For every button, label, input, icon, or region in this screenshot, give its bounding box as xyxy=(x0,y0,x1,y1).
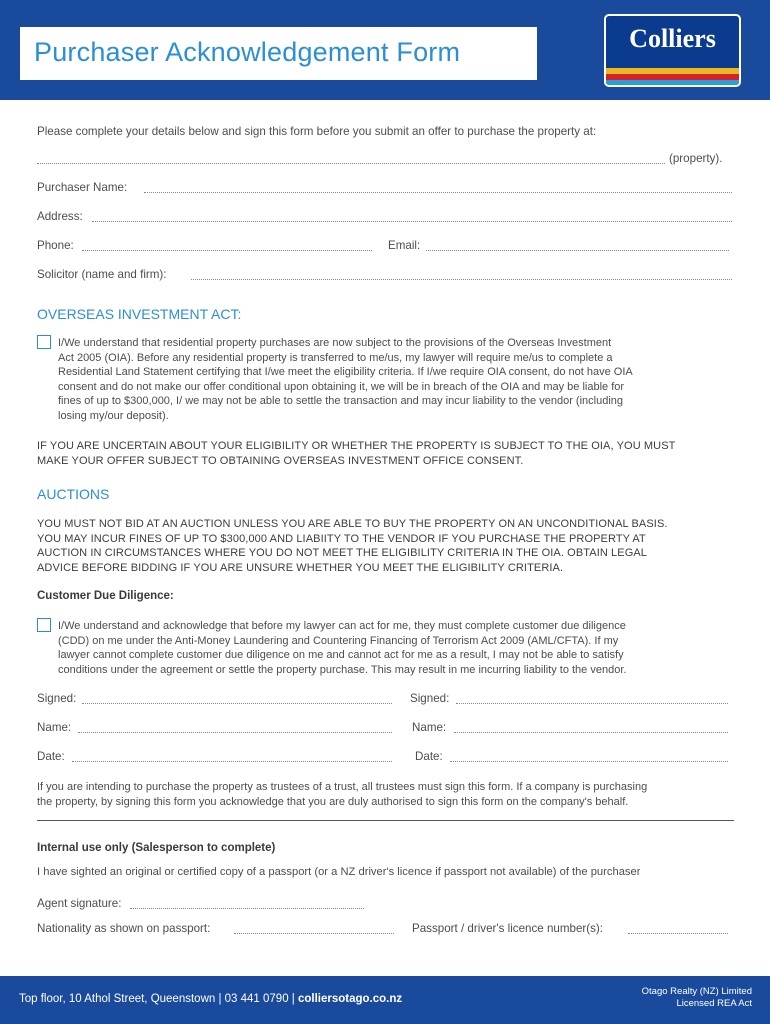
phone-label: Phone: xyxy=(37,239,74,252)
footer-contact xyxy=(19,993,402,1005)
cdd-line: I/We understand and acknowledge that before my lawyer can act for me, they must complete customer due diligence xyxy=(58,620,626,632)
name-label-1: Name: xyxy=(37,721,72,734)
oia-line: Residential Land Statement certifying that I/we meet the eligibility criteria. If I/we require OIA consent, do not have OIA xyxy=(58,366,633,379)
oia-acknowledge-checkbox[interactable] xyxy=(37,335,51,349)
logo-wordmark: Colliers xyxy=(629,24,716,53)
footer-licence: Licensed REA Act xyxy=(676,998,752,1009)
oia-line: I/We understand that residential property purchases are now subject to the provisions of the Overseas Investment xyxy=(58,337,612,349)
phone-field[interactable] xyxy=(82,239,372,251)
oia-line: losing my/our deposit). xyxy=(58,409,169,422)
address-field[interactable] xyxy=(92,210,732,222)
footer-company-name: Otago Realty (NZ) Limited xyxy=(641,986,752,997)
footer-company xyxy=(642,986,752,1010)
internal-divider xyxy=(37,820,734,821)
cdd-paragraph xyxy=(58,619,734,677)
oia-line: Act 2005 (OIA). Before any residential property is transferred to me/us, my lawyer will require me/us to complete a xyxy=(58,351,613,364)
oia-paragraph xyxy=(58,336,734,424)
cdd-acknowledge-checkbox[interactable] xyxy=(37,618,51,632)
signed-field-1[interactable] xyxy=(82,692,392,704)
cdd-line: conditions under the agreement or settle the property purchase. This may result in me incurring liability to the vendor. xyxy=(58,663,627,676)
date-label-1: Date: xyxy=(37,750,65,763)
date-label-2: Date: xyxy=(415,750,443,763)
footer xyxy=(0,976,770,1024)
colliers-logo xyxy=(604,14,741,87)
auctions-line: YOU MUST NOT BID AT AN AUCTION UNLESS YOU ARE ABLE TO BUY THE PROPERTY ON AN UNCONDITIONAL BASIS. xyxy=(37,518,668,530)
auctions-heading: AUCTIONS xyxy=(37,486,110,502)
signed-field-2[interactable] xyxy=(456,692,728,704)
auctions-line: YOU MAY INCUR FINES OF UP TO $300,000 AND LIABIITY TO THE VENDOR IF YOU PURCHASE THE PROPERTY AT xyxy=(37,532,646,545)
agent-signature-label: Agent signature: xyxy=(37,897,122,910)
passport-number-field[interactable] xyxy=(628,922,728,934)
auctions-paragraph xyxy=(37,517,734,575)
cdd-line: lawyer cannot complete customer due diligence on me and cannot act for me as a result, I may not be able to satisfy xyxy=(58,649,624,662)
passport-sighted-text: I have sighted an original or certified copy of a passport (or a NZ driver's licence if passport not available) of the purchaser xyxy=(37,866,641,878)
footer-website-link[interactable]: colliersotago.co.nz xyxy=(297,993,403,1005)
date-field-2[interactable] xyxy=(450,750,728,762)
nationality-label: Nationality as shown on passport: xyxy=(37,922,211,935)
property-suffix: (property). xyxy=(669,152,723,165)
oia-heading: OVERSEAS INVESTMENT ACT: xyxy=(37,306,242,322)
name-label-2: Name: xyxy=(412,721,447,734)
oia-warning-line: IF YOU ARE UNCERTAIN ABOUT YOUR ELIGIBILITY OR WHETHER THE PROPERTY IS SUBJECT TO THE OIA, YOU MUST xyxy=(37,440,676,452)
auctions-line: ADVICE BEFORE BIDDING IF YOU ARE UNSURE WHETHER YOU MEET THE ELIGIBILITY CRITERIA. xyxy=(37,561,564,574)
date-field-1[interactable] xyxy=(72,750,392,762)
name-field-2[interactable] xyxy=(454,721,728,733)
cdd-heading: Customer Due Diligence: xyxy=(37,590,174,602)
purchaser-name-field[interactable] xyxy=(144,181,732,193)
trust-note-line: the property, by signing this form you acknowledge that you are duly authorised to sign this form on the company's behalf. xyxy=(37,795,629,808)
title-box xyxy=(20,27,537,80)
auctions-line: AUCTION IN CIRCUMSTANCES WHERE YOU DO NOT MEET THE ELIGIBILITY CRITERIA IN THE OIA. OBTAIN LEGAL xyxy=(37,547,648,560)
oia-line: fines of up to $300,000, I/ we may not be able to settle the transaction and may incur liability to the vendor (including xyxy=(58,395,624,408)
email-field[interactable] xyxy=(426,239,729,251)
intro-text: Please complete your details below and sign this form before you submit an offer to purchase the property at: xyxy=(37,125,597,138)
signed-label-2: Signed: xyxy=(410,692,450,705)
purchaser-name-label: Purchaser Name: xyxy=(37,181,128,194)
signed-label-1: Signed: xyxy=(37,692,77,705)
oia-warning-line: MAKE YOUR OFFER SUBJECT TO OBTAINING OVERSEAS INVESTMENT OFFICE CONSENT. xyxy=(37,454,524,467)
logo-stripe-blue xyxy=(606,80,739,86)
internal-heading: Internal use only (Salesperson to complete) xyxy=(37,842,276,854)
address-label: Address: xyxy=(37,210,83,223)
solicitor-field[interactable] xyxy=(191,268,732,280)
trust-note xyxy=(37,780,734,809)
passport-number-label: Passport / driver's licence number(s): xyxy=(412,922,603,935)
cdd-line: (CDD) on me under the Anti-Money Laundering and Countering Financing of Terrorism Act 2009 (AML/CFTA). If my xyxy=(58,634,619,647)
page-title: Purchaser Acknowledgement Form xyxy=(34,37,461,67)
property-field[interactable] xyxy=(37,152,665,164)
trust-note-line: If you are intending to purchase the property as trustees of a trust, all trustees must sign this form. If a company is purchasing xyxy=(37,781,648,793)
solicitor-label: Solicitor (name and firm): xyxy=(37,268,167,281)
name-field-1[interactable] xyxy=(78,721,392,733)
oia-line: consent and do not make our offer conditional upon obtaining it, we will be in breach of the OIA and may be liable for xyxy=(58,380,625,393)
nationality-field[interactable] xyxy=(234,922,394,934)
email-label: Email: xyxy=(388,239,421,252)
agent-signature-field[interactable] xyxy=(130,897,364,909)
footer-address: Top floor, 10 Athol Street, Queenstown | 03 441 0790 | xyxy=(19,993,298,1005)
oia-warning xyxy=(37,439,734,468)
